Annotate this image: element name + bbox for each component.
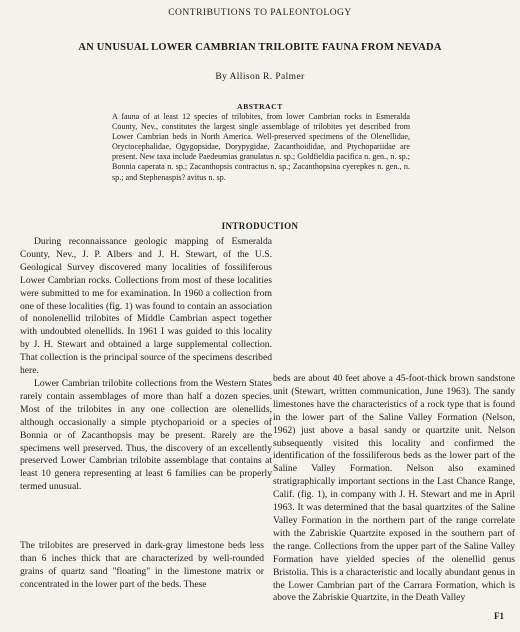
paragraph: beds are about 40 feet above a 45-foot-thick brown sandstone unit (Stewart, written communication, June 1963). The sandy limestones have the characteristics of a rock type that is found in the lower part of the Saline Valley Formation (Nelson, 1962) just above a basal sandy or quartzite unit. Nelson subsequently visited this locality and confirmed the identification of the fossiliferous beds as the lower part of the Saline Valley Formation. Nelson also examined stratigraphically important sections in the Last Chance Range, Calif. (fig. 1), in company with J. H. Stewart and me in April 1963. It was determined that the basal quartzites of the Saline Valley Formation in the northern part of the range correlate with the Zabriskie Quartzite exposed in the southern part of the range. Collections from the upper part of the Saline Valley Formation have yielded species of the olenellid genus Bristolia. This is a characteristic and locally abundant genus in the Lower Cambrian part of the Carrara Formation, which is above the Zabriskie Quartzite, in the Death Valley: [273, 373, 515, 604]
paragraph: Lower Cambrian trilobite collections from the Western States rarely contain assemblages of more than half a dozen species. Most of the trilobites in any one collection are olenellids, although occasionally a simple ptychoparioid or a species of Bonnia or of Zacanthopsis may be present. Rarely are the specimens well preserved. Thus, the discovery of an excellently preserved Lower Cambrian trilobite assemblage that contains at least 10 genera representing at least 6 families can be properly termed unusual.: [20, 377, 272, 493]
abstract-text: A fauna of at least 12 species of trilobites, from lower Cambrian rocks in Esmeralda County, Nev., constitutes the largest single assemblage of trilobites yet described from Lower Cambrian beds in North America. Well-preserved specimens of the Olenellidae, Oryctocephalidae, Ogygopsidae, Dorypygidae, Zacanthoididae, and Ptychopariidae are present. New taxa include Paedeumias granulatus n. sp.; Goldfieldia pacifica n. gen., n. sp.; Bonnia caperata n. sp.; Zacanthopsis contractus n. sp.; Zacanthopsina cyerepkes n. gen., n. sp.; and Stephenaspis? avitus n. sp.: [112, 112, 410, 182]
paragraph: The trilobites are preserved in dark-gray limestone beds less than 6 inches thick that are characterized by well-rounded grains of quartz sand "floating" in the limestone matrix or concentrated in the lower part of the beds. These: [20, 540, 264, 590]
right-column: [273, 373, 515, 605]
author-line: By Allison R. Palmer: [215, 72, 305, 82]
introduction-heading: INTRODUCTION: [221, 221, 299, 231]
left-column-top: [20, 236, 272, 494]
article-title: AN UNUSUAL LOWER CAMBRIAN TRILOBITE FAUNA FROM NEVADA: [78, 42, 442, 53]
left-column-bottom: [20, 540, 264, 592]
abstract-heading: ABSTRACT: [237, 102, 283, 111]
paragraph: During reconnaissance geologic mapping of Esmeralda County, Nev., J. P. Albers and J. H. Stewart, of the U.S. Geological Survey discovered many localities of fossiliferous Lower Cambrian rocks. Collections from most of these localities were submitted to me for examination. In 1960 a collection from one of these localities (fig. 1) was found to contain an association of nonolenellid trilobites of Middle Cambrian aspect together with undoubted olenellids. In 1961 I was guided to this locality by J. H. Stewart and obtained a large supplemental collection. That collection is the principal source of the specimens described here.: [20, 236, 272, 377]
running-header: CONTRIBUTIONS TO PALEONTOLOGY: [168, 8, 352, 18]
page-number: F1: [494, 611, 504, 621]
